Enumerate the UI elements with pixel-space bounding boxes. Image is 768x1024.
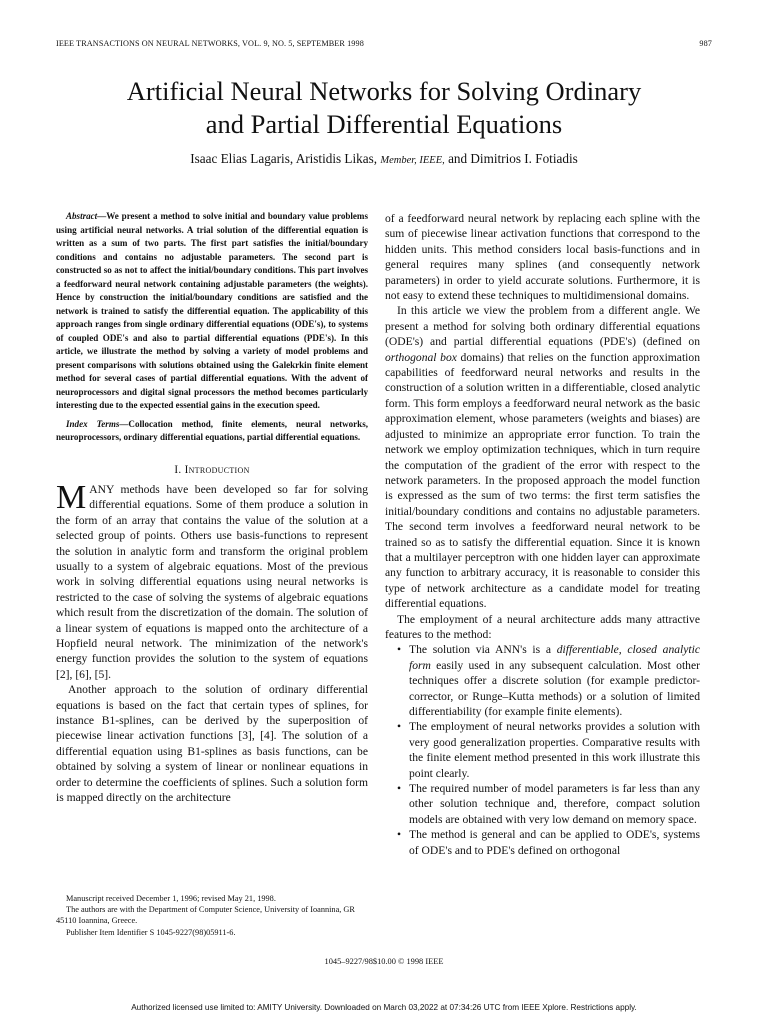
list-item-text: The required number of model parameters is far less than any other solution technique and, therefore, compact solution models are obtained with very low demand on memory space.	[409, 782, 700, 826]
member-designation: Member, IEEE,	[380, 155, 445, 166]
paper-title	[40, 75, 728, 141]
right-paragraph-3: The employment of a neural architecture adds many attractive features to the method:	[385, 612, 700, 641]
abstract-text: —We present a method to solve initial and boundary value problems using artificial neural networks. A trial solution of the differential equation is written as a sum of two parts. The first part satisfies the initial/boundary conditions and contains no adjustable parameters. The second part is constructed so as not to affect the initial/boundary conditions. This part involves a feedforward neural network containing adjustable parameters (the weights). Hence by construction the initial/boundary conditions are satisfied and the network is trained to satisfy the differential equation. The applicability of this approach ranges from single ordinary differential equations (ODE's), to systems of coupled ODE's and also to partial differential equations (PDE's). In this article, we illustrate the method by solving a variety of model problems and present comparisons with solutions obtained using the Galekrkin finite element method for several cases of partial differential equations. With the advent of neuroprocessors and digital signal processors the method becomes particularly interesting due to the expected essential gains in the execution speed.	[56, 211, 368, 410]
section-number: I.	[174, 463, 182, 476]
page-number: 987	[699, 39, 712, 48]
list-item	[397, 719, 700, 781]
abstract	[56, 210, 368, 413]
footnote-affiliation: The authors are with the Department of Computer Science, University of Ioannina, GR 45110 Ioannina, Greece.	[56, 905, 355, 926]
emphasis-closed-form: differentiable, closed analytic form	[409, 643, 700, 672]
list-item-text: The solution via ANN's is a	[409, 643, 557, 657]
left-column	[56, 210, 368, 805]
index-terms-label: Index Terms	[66, 418, 120, 429]
list-item	[397, 781, 700, 827]
list-item-text-cont: easily used in any subsequent calculation. Most other techniques offer a discrete solution (for example predictor-corrector, or Runge–Kutta methods) or a solution of limited differentiability (for example finite elements).	[409, 658, 700, 718]
bullet-icon: •	[397, 782, 402, 796]
right-paragraph-2-a: In this article we view the problem from a different angle. We present a method for solving both ordinary differential equations (ODE's) and partial differential equations (PDE's) (defined on	[385, 304, 700, 349]
list-item-text: The method is general and can be applied to ODE's, systems of ODE's and to PDE's defined on orthogonal	[409, 828, 700, 857]
bullet-icon: •	[397, 828, 402, 842]
right-paragraph-2	[385, 303, 700, 611]
right-paragraph-2-b: domains) that relies on the function approximation capabilities of feedforward neural networks and results in the construction of a solution written in a differentiable, closed analytic form. This form employs a feedforward neural network as the basic approximation element, whose parameters (weights and biases) are adjusted to minimize an appropriate error function. To train the network we employ optimization techniques, which in turn require the computation of the gradient of the error with respect to the network parameters. In the proposed approach the model function is expressed as the sum of two terms: the first term satisfies the initial/boundary conditions and contains no adjustable parameters. The second term involves a feedforward neural network to be trained so as to satisfy the differential equation. Since it is known that a multilayer perceptron with one hidden layer can approximate any function to arbitrary accuracy, it is reasonable to consider this type of network architecture as a candidate model for treating differential equations.	[385, 350, 700, 611]
list-item-text: The employment of neural networks provides a solution with very good generalization properties. Comparative results with the finite element method presented in this work illustrate this point clearly.	[409, 720, 700, 780]
index-terms-text: —Collocation method, finite elements, neural networks, neuroprocessors, ordinary differential equations, partial differential equations.	[56, 418, 368, 442]
footnote-identifier: Publisher Item Identifier S 1045-9227(98)05911-6.	[66, 927, 236, 937]
intro-paragraph-2: Another approach to the solution of ordinary differential equations is based on the fact that certain types of splines, for instance B1-splines, can be derived by the superposition of piecewise linear activation functions [3], [4]. The solution of a differential equation using B1-splines as basis functions, can be obtained by solving a system of linear or nonlinear equations in order to determine the coefficients of splines. Such a solution form is mapped directly on the architecture	[56, 683, 368, 805]
abstract-label: Abstract	[66, 211, 98, 221]
right-column	[385, 211, 700, 858]
journal-citation: IEEE TRANSACTIONS ON NEURAL NETWORKS, VOL. 9, NO. 5, SEPTEMBER 1998	[56, 39, 364, 48]
list-item	[397, 827, 700, 858]
drop-cap: M	[56, 478, 87, 516]
footnotes	[56, 893, 368, 938]
right-paragraph-1: of a feedforward neural network by replacing each spline with the sum of piecewise linear activation functions that correspond to the hidden units. This method considers local basis-functions and in general requires many splines (and consequently network parameters) in order to yield accurate solutions. Furthermore, it is not easy to extend these techniques to multidimensional domains.	[385, 212, 700, 303]
copyright-identifier: 1045–9227/98$10.00 © 1998 IEEE	[324, 957, 444, 966]
list-item	[397, 642, 700, 719]
intro-paragraph-1-text: ANY methods have been developed so far for solving differential equations. Some of them produce a solution in the form of an array that contains the value of the solution at a selected group of points. Others use basis-functions to represent the solution in analytic form and transform the original problem usually to a system of algebraic equations. Most of the previous work in solving differential equations using neural networks is restricted to the case of solving the systems of algebraic equations which result from the discretization of the domain. The solution of a linear system of equations is mapped onto the architecture of a Hopfield neural network. The minimization of the network's energy function provides the solution to the system of equations [2], [6], [5].	[56, 482, 368, 681]
footnote-manuscript: Manuscript received December 1, 1996; revised May 21, 1998.	[66, 894, 276, 903]
author-list	[40, 151, 728, 167]
title-line-2: and Partial Differential Equations	[205, 109, 563, 139]
title-line-1: Artificial Neural Networks for Solving Ordinary	[126, 76, 642, 106]
bullet-icon: •	[397, 643, 402, 657]
running-header	[56, 39, 712, 51]
feature-list	[385, 642, 700, 858]
emphasis-orthogonal-box: orthogonal box	[385, 350, 457, 364]
bullet-icon: •	[397, 720, 402, 734]
index-terms	[56, 418, 368, 445]
author-last: and Dimitrios I. Fotiadis	[448, 151, 578, 166]
intro-paragraph-1	[56, 478, 368, 682]
section-title: Introduction	[184, 463, 250, 476]
section-heading-introduction	[56, 463, 368, 478]
license-notice: Authorized licensed use limited to: AMITY University. Downloaded on March 03,2022 at 07:34:26 UTC from IEEE Xplore. Restrictions apply.	[131, 1003, 637, 1012]
author-names: Isaac Elias Lagaris, Aristidis Likas,	[190, 151, 378, 166]
